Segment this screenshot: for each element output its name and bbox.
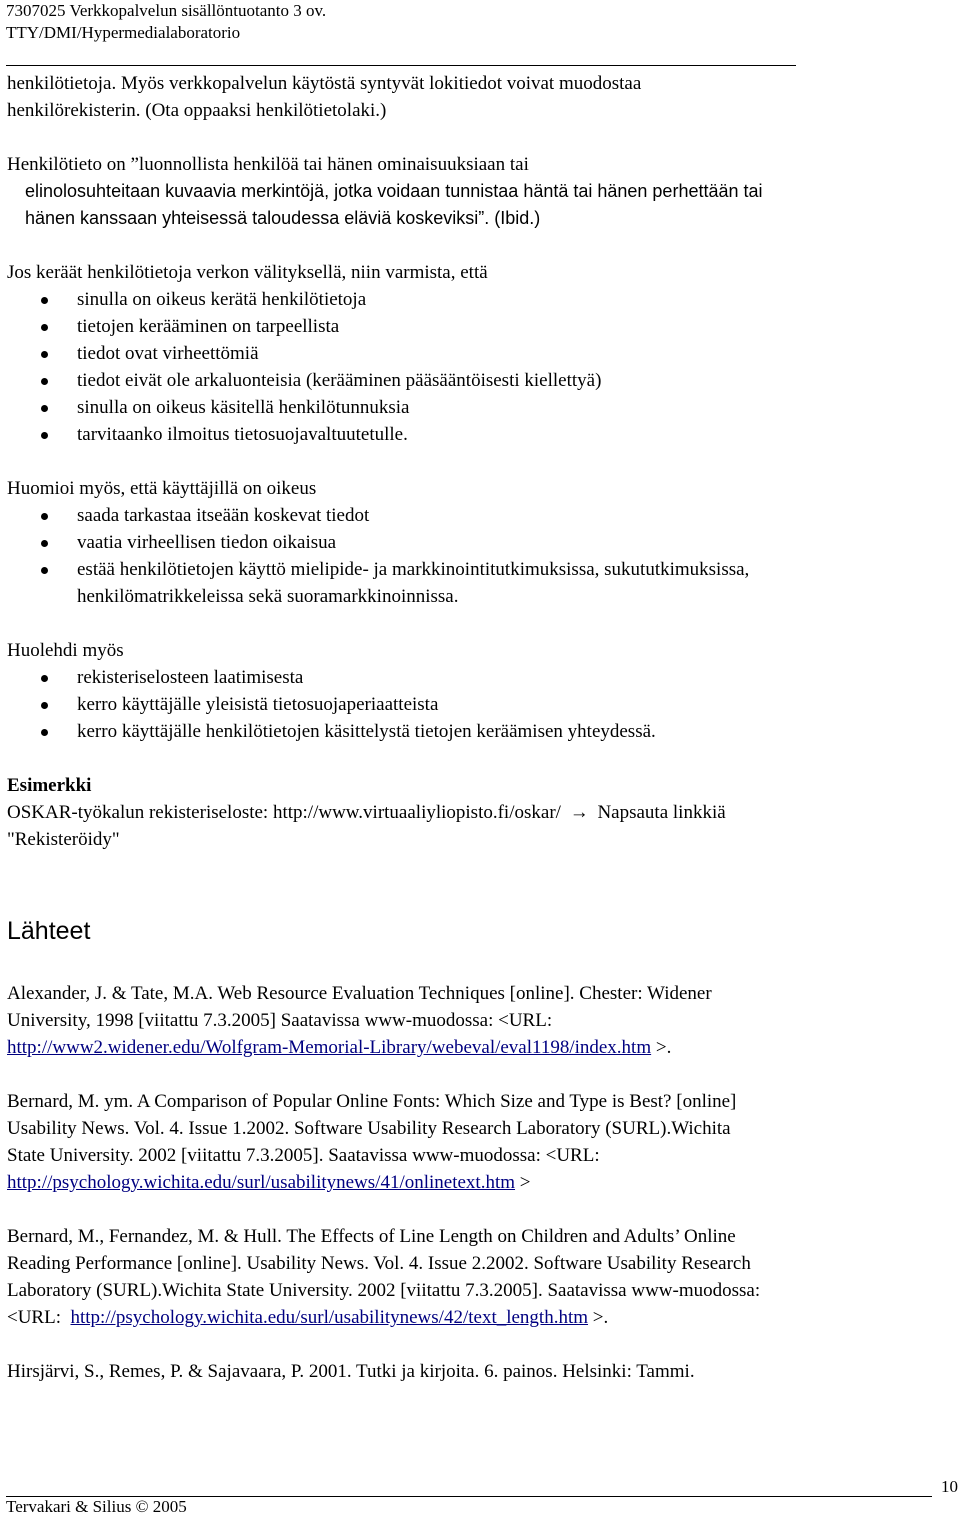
bullet-icon (41, 513, 48, 520)
page-footer (6, 1476, 958, 1516)
intro-paragraph (7, 70, 957, 124)
footer-credit: Tervakari & Silius © 2005 (6, 1497, 187, 1516)
bullet-icon (41, 675, 48, 682)
bullet-icon (41, 405, 48, 412)
page-header (6, 0, 796, 44)
list-item: kerro käyttäjälle henkilötietojen käsittelystä tietojen keräämisen yhteydessä. (7, 718, 957, 745)
bullet-icon (41, 567, 48, 574)
bullet-icon (41, 432, 48, 439)
bullet-icon (41, 729, 48, 736)
example-action: Napsauta linkkiä (597, 802, 726, 823)
collect-section (7, 259, 957, 448)
list-item: sinulla on oikeus kerätä henkilötietoja (7, 286, 957, 313)
example-section (7, 772, 957, 853)
example-link-text: OSKAR-työkalun rekisteriseloste: http://www.virtuaaliyliopisto.fi/oskar/ (7, 802, 561, 823)
sources-heading: Lähteet (7, 917, 91, 945)
bullet-icon (41, 324, 48, 331)
list-item: tiedot ovat virheettömiä (7, 340, 957, 367)
reference-1: Alexander, J. & Tate, M.A. Web Resource Evaluation Techniques [online]. Chester: Widener University, 1998 [viitattu 7.3.2005] Saatavissa www-muodossa: <URL: http://www2.widener.edu/Wolfgram-Memorial-Library/webeval/eval1198/index.htm >. (7, 983, 712, 1058)
list-item: vaatia virheellisen tiedon oikaisua (7, 529, 957, 556)
definition-paragraph (7, 151, 957, 232)
department-name: TTY/DMI/Hypermedialaboratorio (6, 23, 241, 42)
reference-2-link[interactable]: http://psychology.wichita.edu/surl/usabilitynews/41/onlinetext.htm (7, 1172, 516, 1193)
care-intro: Huolehdi myös (7, 640, 124, 661)
list-item: kerro käyttäjälle yleisistä tietosuojaperiaatteista (7, 691, 957, 718)
definition-line-2: elinolosuhteitaan kuvaavia merkintöjä, jotka voidaan tunnistaa häntä tai hänen perhettään tai (25, 181, 763, 201)
list-item: saada tarkastaa itseään koskevat tiedot (7, 502, 957, 529)
list-item: rekisteriselosteen laatimisesta (7, 664, 957, 691)
list-item: tietojen kerääminen on tarpeellista (7, 313, 957, 340)
rights-intro: Huomioi myös, että käyttäjillä on oikeus (7, 478, 317, 499)
page-content (7, 70, 957, 1385)
list-item: tiedot eivät ole arkaluonteisia (kerääminen pääsääntöisesti kiellettyä) (7, 367, 957, 394)
course-title: 7307025 Verkkopalvelun sisällöntuotanto 3 ov. (6, 1, 327, 20)
care-section (7, 637, 957, 745)
list-item: estää henkilötietojen käyttö mielipide- ja markkinointitutkimuksissa, sukututkimuksissa, henkilömatrikkeleissa sekä suoramarkkinoinnissa. (7, 556, 957, 610)
definition-line-3: hänen kanssaan yhteisessä taloudessa eläviä koskeviksi”. (Ibid.) (25, 208, 541, 228)
bullet-icon (41, 378, 48, 385)
example-text (7, 799, 957, 853)
bullet-icon (41, 540, 48, 547)
rights-list (7, 502, 957, 610)
reference-1-link[interactable]: http://www2.widener.edu/Wolfgram-Memorial-Library/webeval/eval1198/index.htm (7, 1037, 652, 1058)
intro-line-2: henkilörekisterin. (Ota oppaaksi henkilötietolaki.) (7, 100, 387, 121)
bullet-icon (41, 297, 48, 304)
sources-section (7, 916, 957, 1385)
arrow-right-icon: → (569, 802, 589, 823)
reference-3-link[interactable]: http://psychology.wichita.edu/surl/usabilitynews/42/text_length.htm (70, 1307, 589, 1328)
reference-3: Bernard, M., Fernandez, M. & Hull. The Effects of Line Length on Children and Adults’ Online Reading Performance [online]. Usability News. Vol. 4. Issue 2.2002. Software Usability Research Laboratory (SURL).Wichita State University. 2002 [viitattu 7.3.2005]. Saatavissa www-muodossa: <URL: http://psychology.wichita.edu/surl/usabilitynews/42/text_length.htm >. (7, 1226, 761, 1328)
header-rule (6, 65, 796, 66)
example-action-cont: "Rekisteröidy" (7, 829, 120, 850)
list-item: tarvitaanko ilmoitus tietosuojavaltuutetulle. (7, 421, 957, 448)
rights-section (7, 475, 957, 610)
reference-2: Bernard, M. ym. A Comparison of Popular Online Fonts: Which Size and Type is Best? [online] Usability News. Vol. 4. Issue 1.2002. Software Usability Research Laboratory (SURL).Wichita State University. 2002 [viitattu 7.3.2005]. Saatavissa www-muodossa: <URL: http://psychology.wichita.edu/surl/usabilitynews/41/onlinetext.htm > (7, 1091, 737, 1193)
bullet-icon (41, 351, 48, 358)
collect-list (7, 286, 957, 448)
definition-line-1: Henkilötieto on ”luonnollista henkilöä tai hänen ominaisuuksiaan tai (7, 154, 529, 175)
care-list (7, 664, 957, 745)
page-number: 10 (941, 1477, 958, 1496)
list-item: sinulla on oikeus käsitellä henkilötunnuksia (7, 394, 957, 421)
reference-4: Hirsjärvi, S., Remes, P. & Sajavaara, P. 2001. Tutki ja kirjoita. 6. painos. Helsinki: Tammi. (7, 1361, 695, 1382)
collect-intro: Jos keräät henkilötietoja verkon välityksellä, niin varmista, että (7, 262, 488, 283)
intro-line-1: henkilötietoja. Myös verkkopalvelun käytöstä syntyvät lokitiedot voivat muodostaa (7, 73, 642, 94)
example-heading: Esimerkki (7, 775, 92, 796)
bullet-icon (41, 702, 48, 709)
